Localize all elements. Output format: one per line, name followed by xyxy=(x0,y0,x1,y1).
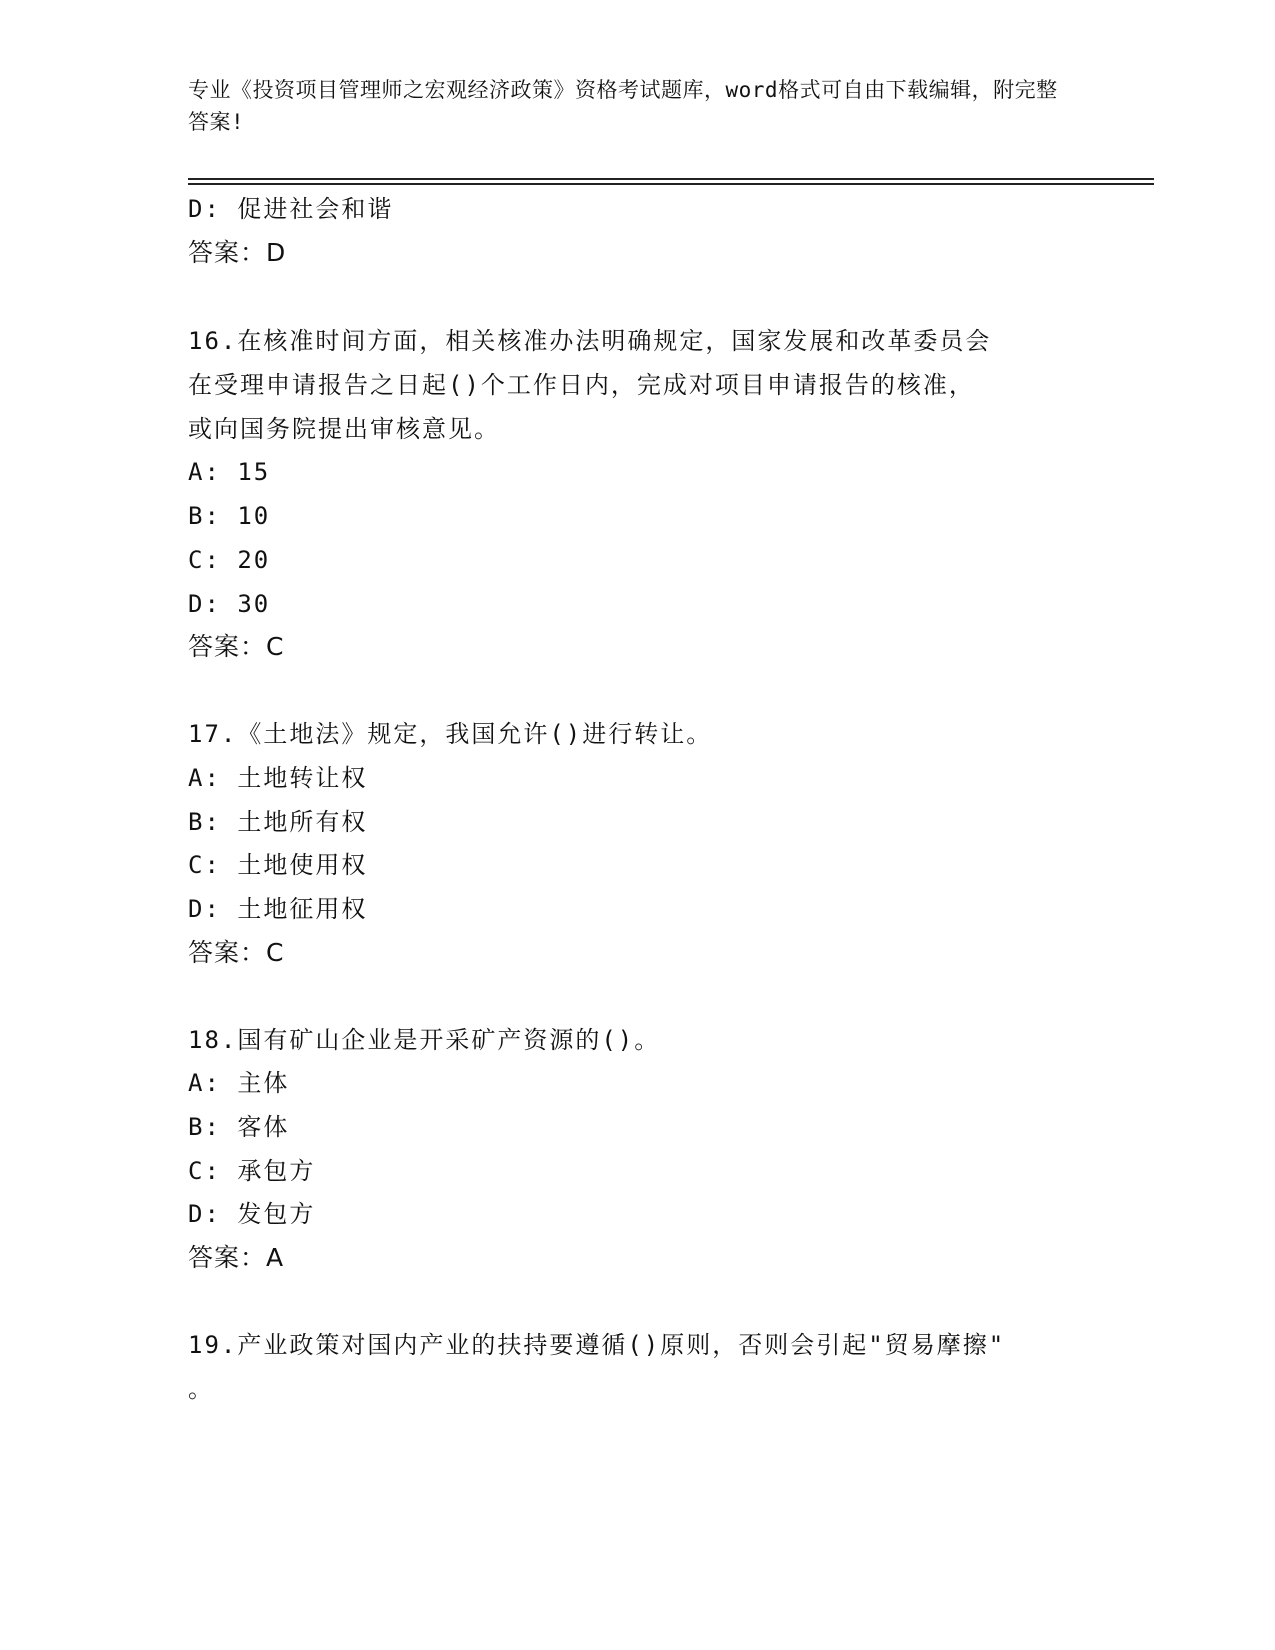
q17-option-b: B: 土地所有权 xyxy=(188,808,368,836)
q18-option-a: A: 主体 xyxy=(188,1069,290,1097)
q16-line-2: 在受理申请报告之日起()个工作日内，完成对项目申请报告的核准， xyxy=(188,371,975,399)
q16-option-c: C: 20 xyxy=(188,546,271,574)
q16-option-d: D: 30 xyxy=(188,590,271,618)
q18-option-d: D: 发包方 xyxy=(188,1200,316,1228)
q17-option-c: C: 土地使用权 xyxy=(188,851,368,879)
q19-line-2: 。 xyxy=(188,1375,214,1403)
q17-option-a: A: 土地转让权 xyxy=(188,764,368,792)
q16-line-3: 或向国务院提出审核意见。 xyxy=(188,415,500,443)
q17-option-d: D: 土地征用权 xyxy=(188,895,368,923)
header-rule-top xyxy=(188,178,1154,180)
q17-answer: 答案：C xyxy=(188,938,285,967)
q19-line-1: 19.产业政策对国内产业的扶持要遵循()原则，否则会引起"贸易摩擦" xyxy=(188,1331,1006,1359)
q18-option-c: C: 承包方 xyxy=(188,1157,316,1185)
document-header: 专业《投资项目管理师之宏观经济政策》资格考试题库，word格式可自由下载编辑，附完整答案! xyxy=(188,78,1058,134)
q16-answer: 答案：C xyxy=(188,632,285,661)
prev-option-d: D: 促进社会和谐 xyxy=(188,195,394,223)
q18-line-1: 18.国有矿山企业是开采矿产资源的()。 xyxy=(188,1026,661,1054)
q16-line-1: 16.在核准时间方面，相关核准办法明确规定，国家发展和改革委员会 xyxy=(188,327,992,355)
q18-answer: 答案：A xyxy=(188,1243,285,1272)
prev-answer: 答案：D xyxy=(188,238,287,267)
q18-option-b: B: 客体 xyxy=(188,1113,290,1141)
q16-option-a: A: 15 xyxy=(188,458,271,486)
q17-line-1: 17.《土地法》规定，我国允许()进行转让。 xyxy=(188,720,713,748)
header-rule-bottom xyxy=(188,183,1154,185)
q16-option-b: B: 10 xyxy=(188,502,271,530)
